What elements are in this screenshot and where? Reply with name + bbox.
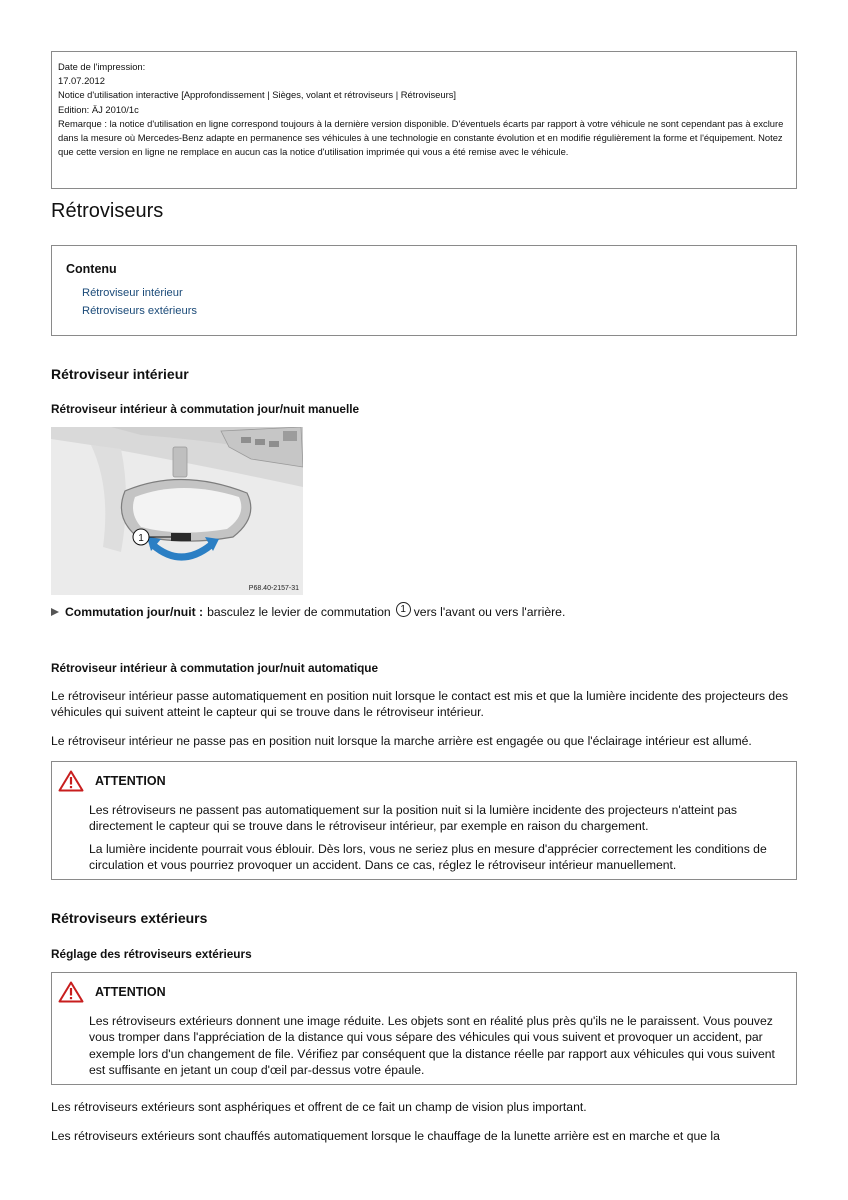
print-date-label: Date de l'impression: [58,61,146,72]
table-of-contents [51,245,797,336]
page-title: Rétroviseurs [51,200,164,222]
warning-body [89,1013,784,1079]
interior-mirror-figure [51,427,303,595]
warning-title: ATTENTION [95,985,166,999]
instruction-text-after: vers l'avant ou vers l'arrière. [413,604,566,619]
warning-title: ATTENTION [95,774,166,788]
toc-link-interior-mirror[interactable]: Rétroviseur intérieur [82,287,183,299]
notice-path: Notice d'utilisation interactive [Approfondissement | Sièges, volant et rétroviseurs | Rétroviseurs] [58,89,456,101]
toc-link-exterior-mirrors[interactable]: Rétroviseurs extérieurs [82,305,198,317]
figure-code: P68.40-2157-31 [248,585,299,592]
warning-paragraph: La lumière incidente pourrait vous éblouir. Dès lors, vous ne seriez plus en mesure d'apprécier correctement les conditions de circulation et vous pourriez provoquer un accident. Dans ce cas, réglez le rétroviseur intérieur manuellement. [89,841,767,873]
figure-callout-1: 1 [138,533,144,544]
warning-triangle-icon [58,981,84,1003]
interior-mirror-illustration [51,427,303,595]
print-date: 17.07.2012 [58,75,105,87]
warning-paragraph: Les rétroviseurs ne passent pas automatiquement sur la position nuit si la lumière incidente des projecteurs n'atteint pas directement le capteur qui se trouve dans le rétroviseur intérieur, par exemple en raison du chargement. [89,803,737,834]
remark: Remarque : la notice d'utilisation en ligne correspond toujours à la dernière version disponible. D'éventuels écarts par rapport à votre véhicule ne sont cependant pas à exclure dans la mesure où Mercedes-Benz adapte en permanence ses véhicules à une technologie en constante évolution et en modifie régulièrement la forme et l'équipement. Notez que cette version en ligne ne remplace en aucun cas la notice d'utilisation imprimée qui vous a été remise avec le véhicule. [58,117,784,158]
bullet-triangle-icon [51,608,59,616]
paragraph-aspherical: Les rétroviseurs extérieurs sont asphériques et offrent de ce fait un champ de vision plus important. [51,1100,587,1114]
paragraph-no-night: Le rétroviseur intérieur ne passe pas en position nuit lorsque la marche arrière est engagée ou que l'éclairage intérieur est allumé. [51,734,752,748]
warning-box-exterior [51,972,797,1085]
edition: Edition: ÄJ 2010/1c [58,103,139,115]
warning-paragraph: Les rétroviseurs extérieurs donnent une image réduite. Les objets sont en réalité plus près qu'ils ne le paraissent. Vous pouvez vous tromper dans l'appréciation de la distance qui vous sépare des véhicules qui vous suivent et provoquer un accident, par exemple lors d'un changement de file. Vérifiez par conséquent que la distance réelle par rapport aux véhicules qui vous suivent est suffisante en jetant un coup d'œil par-dessus votre épaule. [89,1014,775,1078]
warning-header [58,981,784,1003]
print-info-box [51,51,797,189]
paragraph-heated: Les rétroviseurs extérieurs sont chauffés automatiquement lorsque le chauffage de la lunette arrière est en marche et que la [51,1129,720,1143]
warning-header [58,770,784,792]
section-title-interior-mirror: Rétroviseur intérieur [51,366,189,382]
instruction-label: Commutation jour/nuit : [65,604,204,619]
warning-box-interior [51,761,797,880]
callout-1-icon: 1 [396,602,411,617]
subsection-title-manual: Rétroviseur intérieur à commutation jour/nuit manuelle [51,402,360,416]
instruction-line [51,604,565,619]
instruction-text-before: basculez le levier de commutation [207,604,391,619]
section-title-exterior-mirrors: Rétroviseurs extérieurs [51,910,208,926]
warning-body [89,802,784,874]
toc-title: Contenu [66,262,117,276]
paragraph-auto-night: Le rétroviseur intérieur passe automatiquement en position nuit lorsque le contact est mis et que la lumière incidente des projecteurs des véhicules qui suivent atteint le capteur qui se trouve dans le rétroviseur intérieur. [51,689,789,720]
subsection-title-automatic: Rétroviseur intérieur à commutation jour/nuit automatique [51,661,379,675]
warning-triangle-icon [58,770,84,792]
subsection-title-adjust: Réglage des rétroviseurs extérieurs [51,947,252,961]
